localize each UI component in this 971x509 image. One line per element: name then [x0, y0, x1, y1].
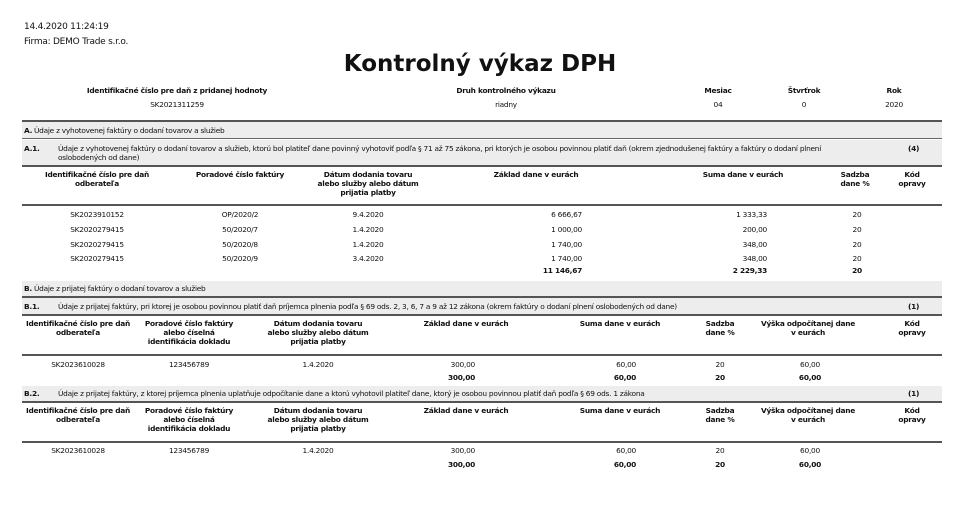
total-cell: 11 146,67 — [542, 266, 582, 275]
divider — [22, 354, 942, 356]
header-value-quarter: 0 — [801, 100, 807, 109]
total-cell: 60,00 — [613, 460, 636, 469]
header-label-report-type: Druh kontrolného výkazu — [456, 86, 556, 95]
table-cell: 300,00 — [450, 446, 475, 455]
column-header: Výška odpočítanej dane v eurách — [760, 406, 855, 424]
table-cell: 60,00 — [616, 446, 636, 455]
table-cell: 60,00 — [616, 360, 636, 369]
table-cell: 60,00 — [800, 360, 820, 369]
section-b1-count: (1) — [908, 302, 920, 311]
table-cell: 123456789 — [168, 360, 210, 369]
table-cell: 123456789 — [168, 446, 210, 455]
section-a1-text: Údaje z vyhotovenej faktúry o dodaní tovarov a služieb, ktorú bol platiteľ dane povinný vyhotoviť podľa § 71 až 75 zákona, pri ktorých je osobou povinnou platiť daň (okrem zjednodušenej faktúry a faktúry o dodaní plnení oslobodených od dane) — [58, 144, 822, 162]
column-header: Základ dane v eurách — [423, 319, 509, 328]
divider — [22, 401, 942, 403]
company-name: Firma: DEMO Trade s.r.o. — [24, 37, 129, 47]
column-header: Poradové číslo faktúry — [195, 170, 285, 179]
column-header: Sadzba dane % — [705, 406, 735, 424]
table-cell: OP/2020/2 — [221, 210, 259, 219]
column-header: Základ dane v eurách — [423, 406, 509, 415]
table-cell: 1 000,00 — [551, 225, 582, 234]
header-value-month: 04 — [713, 100, 723, 109]
section-b2-code: B.2. — [24, 389, 40, 398]
table-cell: 1.4.2020 — [352, 225, 384, 234]
section-b2-count: (1) — [908, 389, 920, 398]
header-label-quarter: Štvrťrok — [787, 86, 821, 95]
header-label-year: Rok — [886, 86, 902, 95]
table-cell: 1.4.2020 — [302, 360, 334, 369]
column-header: Dátum dodania tovaru alebo služby alebo dátum prijatia platby — [267, 319, 369, 346]
table-cell: 20 — [852, 210, 862, 219]
table-cell: 3.4.2020 — [352, 254, 384, 263]
total-cell: 60,00 — [798, 373, 822, 382]
header-label-vat-id: Identifikačné číslo pre daň z pridanej hodnoty — [86, 86, 268, 95]
table-cell: 20 — [852, 254, 862, 263]
table-cell: 1.4.2020 — [302, 446, 334, 455]
column-header: Sadzba dane % — [705, 319, 735, 337]
table-cell: SK2023610028 — [51, 446, 105, 455]
table-cell: SK2020279415 — [70, 225, 124, 234]
column-header: Suma dane v eurách — [702, 170, 784, 179]
table-cell: 300,00 — [450, 360, 475, 369]
divider — [22, 204, 942, 206]
section-b1-text: Údaje z prijatej faktúry, pri ktorej je osobou povinnou platiť daň príjemca plnenia podľa § 69 ods. 2, 3, 6, 7 a 9 až 12 zákona (okrem faktúry o dodaní plnení oslobodených od dane) — [58, 302, 677, 311]
table-cell: 1.4.2020 — [352, 240, 384, 249]
divider — [22, 165, 942, 167]
table-cell: 50/2020/8 — [222, 240, 258, 249]
table-cell: 20 — [852, 225, 862, 234]
table-cell: 348,00 — [742, 254, 767, 263]
total-cell: 20 — [852, 266, 862, 275]
total-cell: 60,00 — [613, 373, 636, 382]
table-cell: 1 740,00 — [551, 254, 582, 263]
total-cell: 300,00 — [447, 373, 475, 382]
section-b2-text: Údaje z prijatej faktúry, z ktorej príjemca plnenia uplatňuje odpočítanie dane a ktorú vyhotovil platiteľ dane, ktorý je osobou povinnou platiť daň podľa § 69 ods. 1 zákona — [58, 389, 645, 398]
column-header: Kód opravy — [898, 170, 926, 188]
table-cell: 20 — [715, 446, 725, 455]
report-title: Kontrolný výkaz DPH — [343, 51, 617, 77]
table-cell: 50/2020/9 — [222, 254, 258, 263]
section-a-code: A. — [24, 126, 33, 135]
column-header: Sadzba dane % — [840, 170, 870, 188]
table-cell: SK2023610028 — [51, 360, 105, 369]
header-value-report-type: riadny — [495, 100, 517, 109]
column-header: Kód opravy — [898, 406, 926, 424]
table-cell: SK2020279415 — [70, 254, 124, 263]
header-value-vat-id: SK2021311259 — [150, 100, 204, 109]
table-cell: SK2023910152 — [70, 210, 124, 219]
column-header: Identifikačné číslo pre daň odberateľa — [25, 406, 131, 424]
table-cell: 6 666,67 — [551, 210, 582, 219]
table-cell: 348,00 — [742, 240, 767, 249]
column-header: Poradové číslo faktúry alebo číselná identifikácia dokladu — [144, 406, 234, 433]
divider — [22, 120, 942, 122]
table-cell: 60,00 — [800, 446, 820, 455]
total-cell: 20 — [715, 373, 725, 382]
column-header: Dátum dodania tovaru alebo služby alebo dátum prijatia platby — [317, 170, 419, 197]
section-a-title: Údaje z vyhotovenej faktúry o dodaní tovarov a služieb — [34, 126, 225, 135]
section-a1-count: (4) — [908, 144, 920, 153]
column-header: Identifikačné číslo pre daň odberateľa — [25, 319, 131, 337]
column-header: Suma dane v eurách — [579, 319, 661, 328]
divider — [22, 441, 942, 443]
divider — [22, 314, 942, 316]
total-cell: 2 229,33 — [732, 266, 767, 275]
table-cell: 9.4.2020 — [352, 210, 384, 219]
total-cell: 300,00 — [447, 460, 475, 469]
table-cell: 20 — [715, 360, 725, 369]
table-cell: 1 333,33 — [736, 210, 767, 219]
column-header: Kód opravy — [898, 319, 926, 337]
column-header: Suma dane v eurách — [579, 406, 661, 415]
table-cell: 200,00 — [742, 225, 767, 234]
table-cell: SK2020279415 — [70, 240, 124, 249]
header-label-month: Mesiac — [704, 86, 732, 95]
header-value-year: 2020 — [885, 100, 903, 109]
total-cell: 60,00 — [798, 460, 822, 469]
column-header: Dátum dodania tovaru alebo služby alebo dátum prijatia platby — [267, 406, 369, 433]
table-cell: 1 740,00 — [551, 240, 582, 249]
column-header: Poradové číslo faktúry alebo číselná identifikácia dokladu — [144, 319, 234, 346]
print-datetime: 14.4.2020 11:24:19 — [24, 22, 109, 32]
table-cell: 20 — [852, 240, 862, 249]
table-cell: 50/2020/7 — [222, 225, 258, 234]
total-cell: 20 — [715, 460, 725, 469]
section-b1-code: B.1. — [24, 302, 40, 311]
column-header: Základ dane v eurách — [493, 170, 579, 179]
section-b-title: Údaje z prijatej faktúry o dodaní tovarov a služieb — [34, 284, 206, 293]
column-header: Identifikačné číslo pre daň odberateľa — [44, 170, 150, 188]
section-a1-code: A.1. — [24, 144, 40, 153]
column-header: Výška odpočítanej dane v eurách — [760, 319, 855, 337]
section-b-code: B. — [24, 284, 32, 293]
divider — [22, 138, 942, 139]
